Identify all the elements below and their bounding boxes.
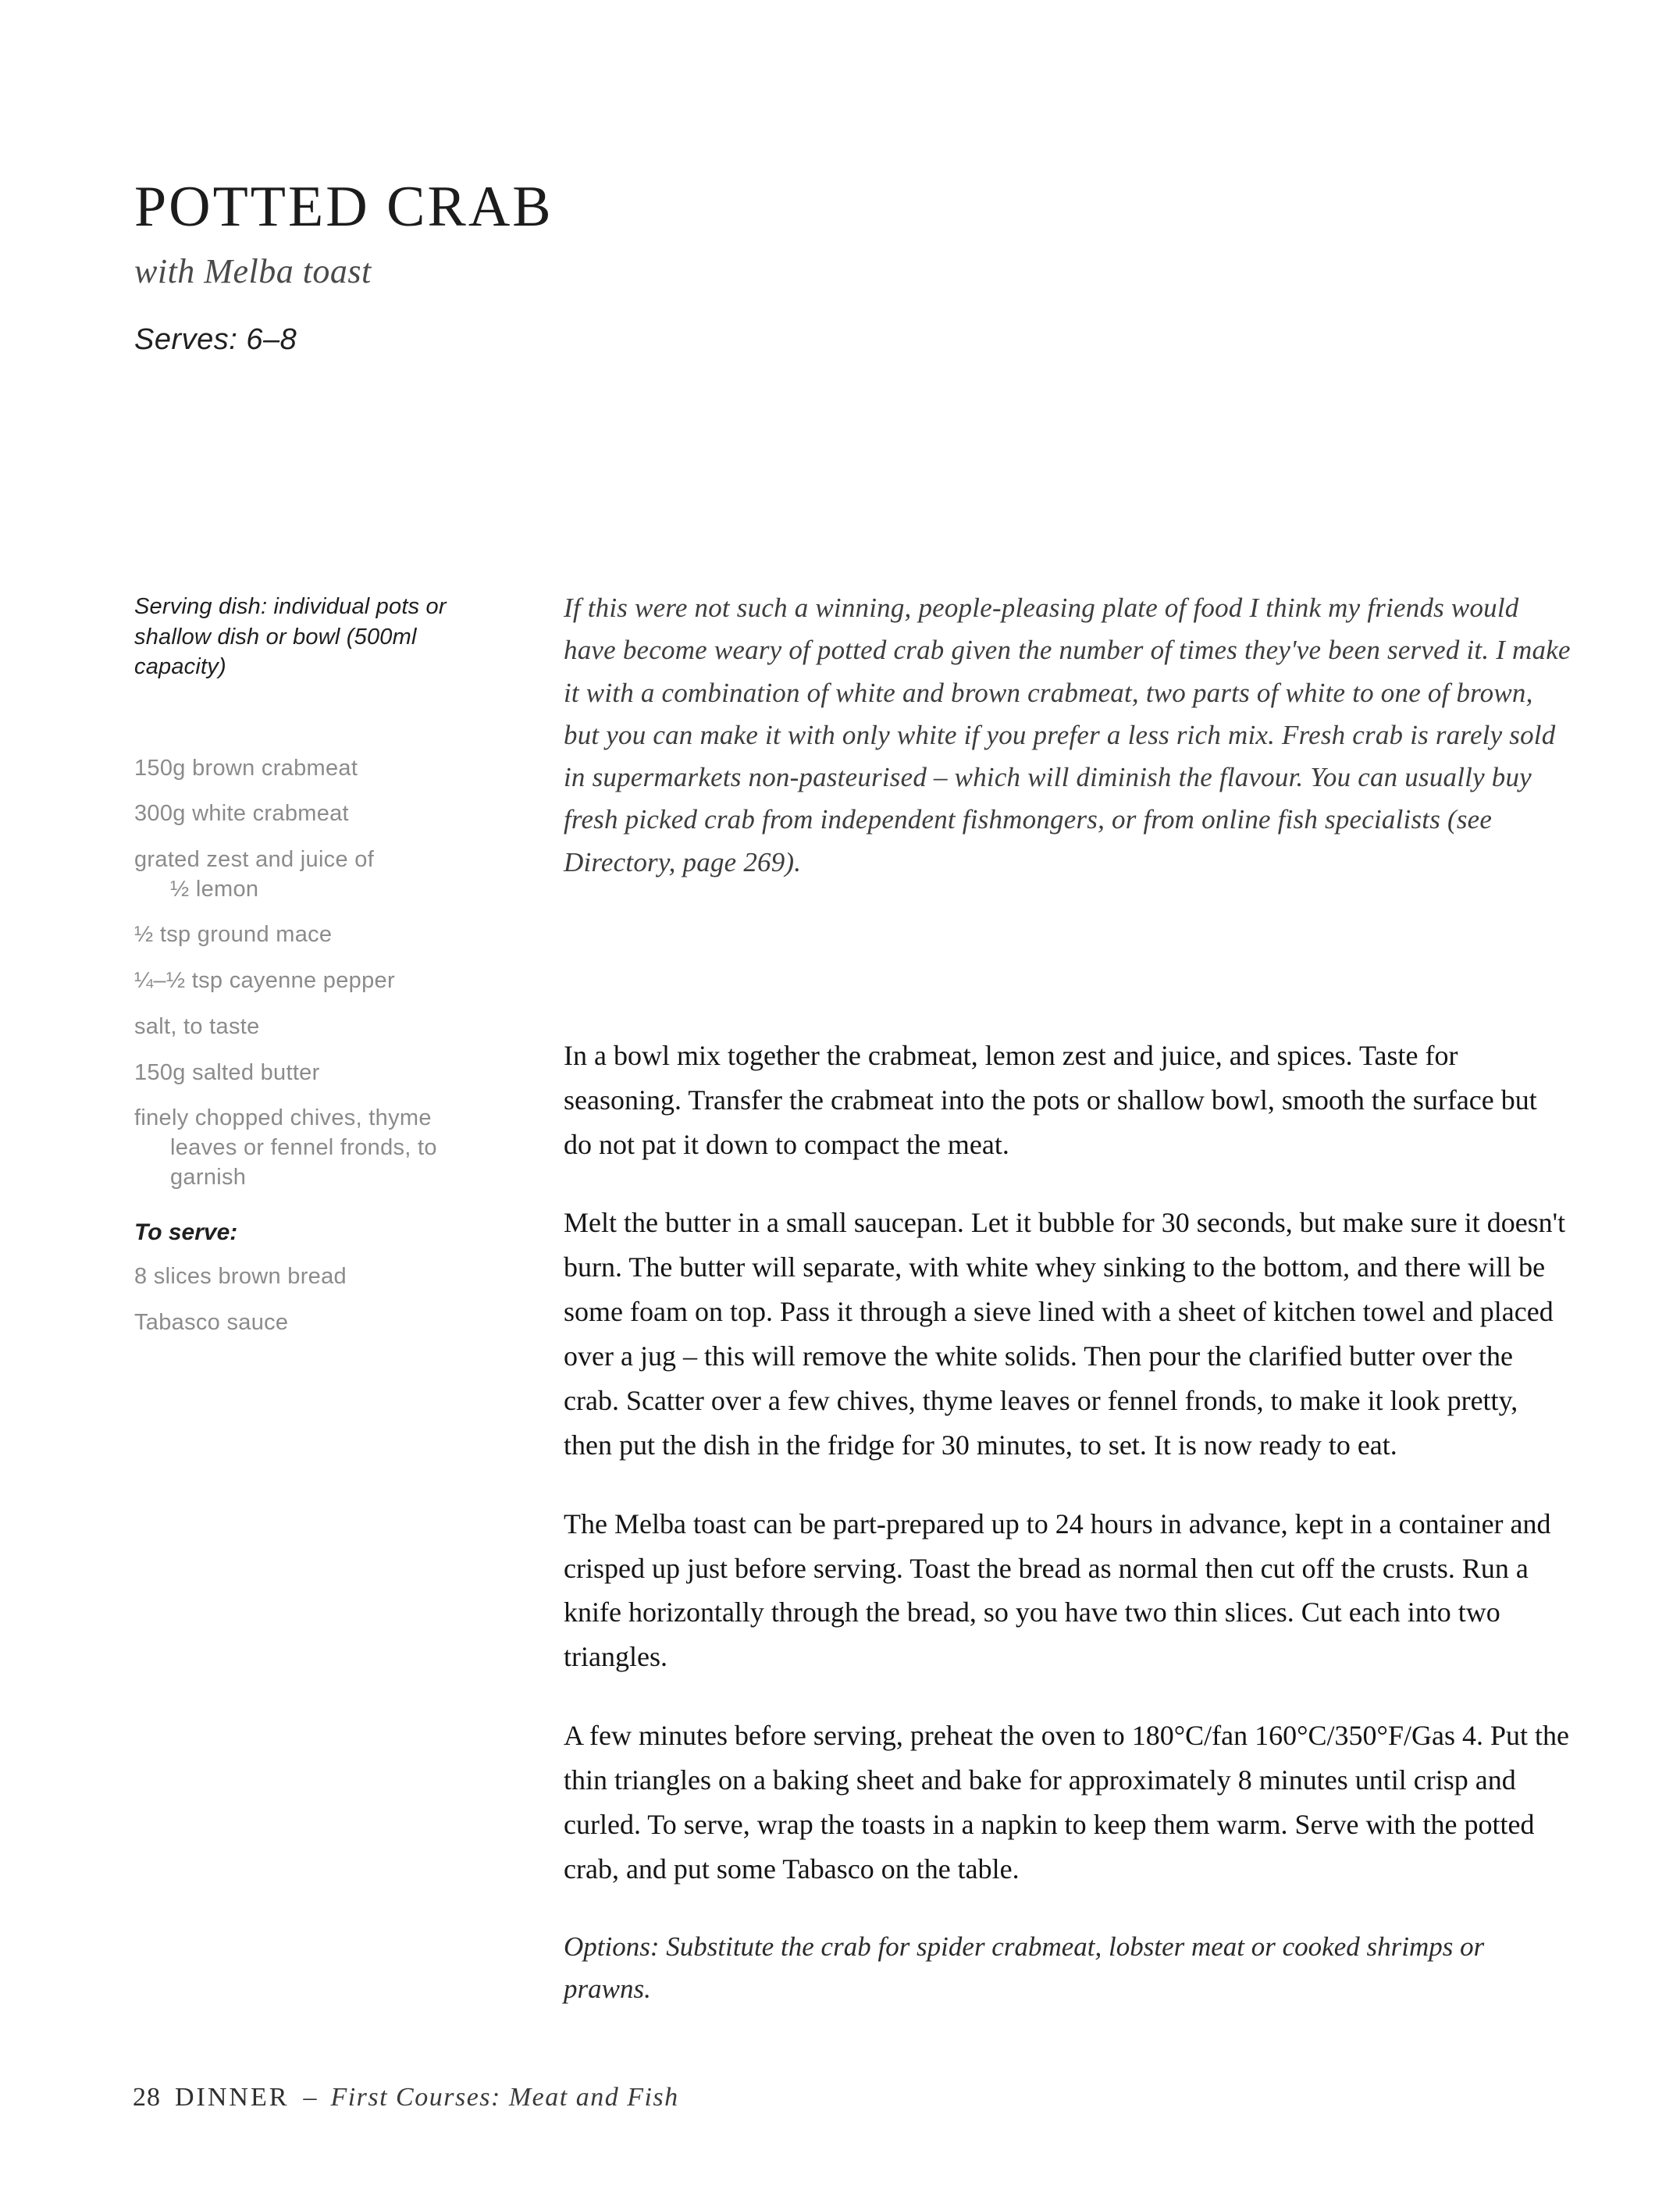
ingredient-continuation: ½ lemon (170, 876, 259, 902)
footer-dash: – (303, 2083, 317, 2112)
ingredient-continuation: leaves or fennel fronds, to garnish (170, 1134, 437, 1190)
ingredients-list (134, 754, 462, 1193)
method-steps (564, 1034, 1571, 2010)
page-number: 28 (133, 2083, 161, 2112)
list-item (134, 1059, 462, 1088)
recipe-header (134, 175, 1071, 356)
footer-section-label: DINNER (175, 2083, 290, 2112)
ingredient-text: 150g salted butter (134, 1059, 320, 1085)
ingredient-text: ½ tsp ground mace (134, 922, 333, 948)
ingredients-column (134, 592, 462, 1354)
list-item (134, 966, 462, 996)
ingredient-text: finely chopped chives, thyme (134, 1105, 432, 1131)
intro-paragraph: If this were not such a winning, people-pleasing plate of food I think my friends would have become weary of potted crab given the number of times they've been served it. I make it with a combination of white and brown crabmeat, two parts of white to one of brown, but you can make it with only white if you prefer a less rich mix. Fresh crab is rarely sold in supermarkets non-pasteurised – which will diminish the flavour. You can usually buy fresh picked crab from independent fishmongers, or from online fish specialists (see Directory, page 269). (564, 593, 1571, 877)
list-item (134, 1013, 462, 1042)
to-serve-heading: To serve: (134, 1219, 238, 1246)
recipe-body-column (564, 587, 1571, 2010)
page-footer (133, 2083, 679, 2112)
method-step: The Melba toast can be part-prepared up to 24 hours in advance, kept in a container and crisped up just before serving. Toast the bread as normal then cut off the crusts. Run a knife horizontally through the bread, so you have two thin slices. Cut each into two triangles. (564, 1507, 1551, 1673)
to-serve-list (134, 1262, 462, 1337)
list-item (134, 920, 462, 950)
list-item (134, 754, 462, 784)
ingredient-text: grated zest and juice of (134, 847, 375, 873)
ingredient-text: ¼–½ tsp cayenne pepper (134, 968, 395, 994)
options-note: Options: Substitute the crab for spider crabmeat, lobster meat or cooked shrimps or prawns. (564, 1931, 1485, 2004)
page-title: POTTED CRAB (134, 175, 553, 239)
method-step: In a bowl mix together the crabmeat, lemon zest and juice, and spices. Taste for seasoning. Transfer the crabmeat into the pots or shallow bowl, smooth the surface but do not pat it down to compact the meat. (564, 1039, 1537, 1160)
list-item (134, 799, 462, 829)
recipe-subtitle: with Melba toast (134, 252, 372, 290)
list-item (134, 845, 462, 904)
ingredient-text: salt, to taste (134, 1013, 260, 1039)
list-item: 8 slices brown bread (134, 1264, 347, 1290)
serves-label: Serves: 6–8 (134, 323, 297, 356)
method-step: Melt the butter in a small saucepan. Let it bubble for 30 seconds, but make sure it doesn't burn. The butter will separate, with white whey sinking to the bottom, and there will be some foam on top. Pass it through a sieve lined with a sheet of kitchen towel and placed over a jug – this will remove the white solids. Then pour the clarified butter over the crab. Scatter over a few chives, thyme leaves or fennel fronds, to make it look pretty, then put the dish in the fridge for 30 minutes, to set. It is now ready to eat. (564, 1207, 1566, 1461)
list-item: Tabasco sauce (134, 1309, 289, 1335)
ingredient-text: 150g brown crabmeat (134, 755, 358, 781)
footer-subsection-label: First Courses: Meat and Fish (330, 2083, 679, 2112)
serving-dish-note: Serving dish: individual pots or shallow dish or bowl (500ml capacity) (134, 594, 447, 680)
list-item (134, 1104, 462, 1192)
method-step: A few minutes before serving, preheat the oven to 180°C/fan 160°C/350°F/Gas 4. Put the thin triangles on a baking sheet and bake for approximately 8 minutes until crisp and curled. To serve, wrap the toasts in a napkin to keep them warm. Serve with the potted crab, and put some Tabasco on the table. (564, 1720, 1569, 1885)
ingredient-text: 300g white crabmeat (134, 801, 349, 827)
